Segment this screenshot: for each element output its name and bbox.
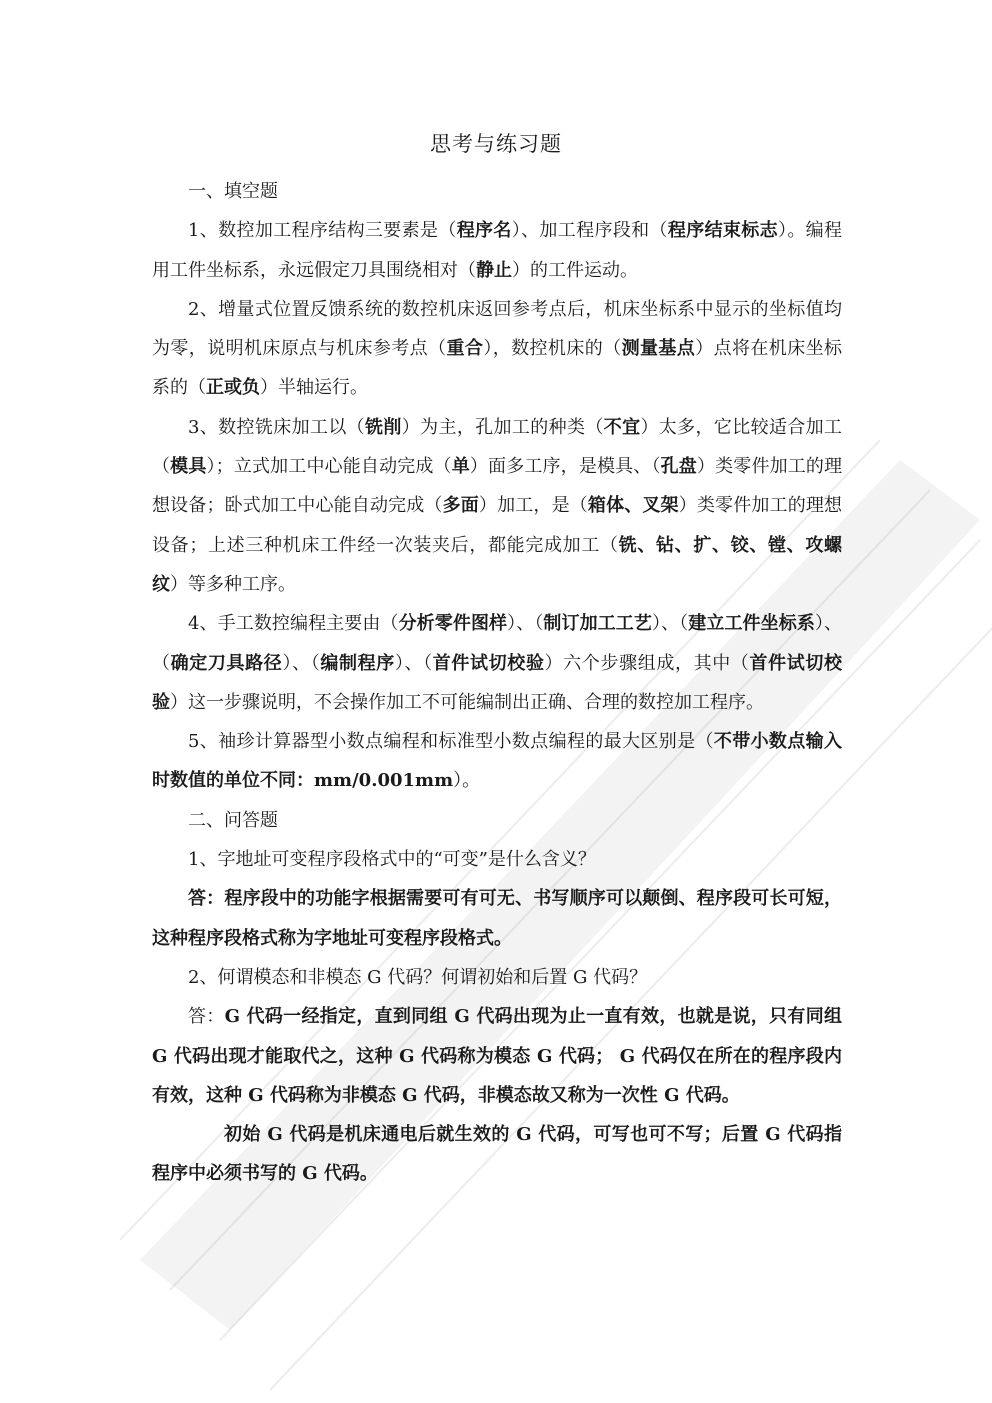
- text-segment: ）。编程用工件坐标系，永远假定刀具围绕相对（: [152, 220, 843, 281]
- text-segment: 1、数控加工程序结构三要素是（: [188, 220, 457, 242]
- answer-term: 测量基点: [621, 338, 696, 360]
- text-segment: ）的工件运动。: [512, 259, 638, 281]
- answer-term: 首件试切校验: [152, 652, 843, 713]
- text-segment: 4、手工数控编程主要由（: [188, 613, 399, 635]
- text-segment: ）面多工序，是模具、（: [469, 456, 661, 478]
- question-1: [152, 211, 842, 290]
- answer-term: 孔盘: [660, 456, 697, 478]
- text-segment: ）加工，是（: [478, 495, 588, 517]
- text-segment: ）、（: [507, 613, 544, 635]
- text-segment: ）、（: [394, 652, 433, 674]
- answer-text: G 代码一经指定，直到同组 G 代码出现为止一直有效，也就是说，只有同组 G 代码出现才能取代之，这种 G 代码称为模态 G 代码； G 代码仅在所在的程序段内有效，这种 G 代码称为非模态 G 代码，非模态故又称为一次性 G 代码。: [152, 1006, 843, 1106]
- answer-term: 箱体、叉架: [587, 495, 679, 517]
- answer-term: 不带小数点输入时数值的单位不同：mm/0.001mm: [152, 731, 843, 792]
- answer-term: 建立工件坐标系: [688, 613, 815, 635]
- answer-term: 铣削: [365, 416, 402, 438]
- question-5: [152, 722, 842, 801]
- section-heading-fill-in: 一、填空题: [188, 181, 278, 202]
- section-heading-qa: 二、问答题: [188, 809, 278, 831]
- qa-answer-1: 答：程序段中的功能字根据需要可有可无、书写顺序可以颠倒、程序段可长可短，这种程序段格式称为字地址可变程序段格式。: [152, 888, 842, 949]
- answer-term: 编制程序: [320, 652, 395, 674]
- text-segment: ）、（: [152, 613, 843, 674]
- answer-term: 制订加工工艺: [543, 613, 652, 635]
- qa-answer-2: [152, 997, 842, 1115]
- answer-prefix: 答：: [188, 1006, 225, 1028]
- answer-term: 确定刀具路径: [170, 652, 283, 674]
- answer-term: 模具: [170, 456, 207, 478]
- qa-answer-2-continued: 初始 G 代码是机床通电后就生效的 G 代码，可写也可不写；后置 G 代码指程序中必须书写的 G 代码。: [152, 1124, 842, 1185]
- question-4: [152, 604, 842, 722]
- qa-question-2: 2、何谓模态和非模态 G 代码？何谓初始和后置 G 代码？: [188, 966, 648, 988]
- text-segment: ）半轴运行。: [260, 377, 368, 399]
- text-segment: ）、（: [282, 652, 321, 674]
- text-segment: ）为主，孔加工的种类（: [401, 416, 604, 438]
- answer-term: 分析零件图样: [398, 613, 508, 635]
- question-2: [152, 290, 842, 408]
- text-segment: 3、数控铣床加工以（: [188, 416, 366, 438]
- text-segment: ），数控机床的（: [483, 338, 622, 360]
- text-segment: ）类零件加工的理想设备；上述三种机床工件经一次装夹后，都能完成加工（: [152, 495, 843, 556]
- answer-term: 程序结束标志: [667, 220, 778, 242]
- text-segment: ）这一步骤说明，不会操作加工不可能编制出正确、合理的数控加工程序。: [170, 691, 764, 713]
- page-title: 思考与练习题: [430, 132, 562, 156]
- qa-question-1: 1、字地址可变程序段格式中的“可变”是什么含义？: [188, 849, 596, 871]
- text-segment: 2、增量式位置反馈系统的数控机床返回参考点后，机床坐标系中显示的坐标值均为零，说明机床原点与机床参考点（: [152, 298, 842, 360]
- text-segment: ）。: [453, 770, 481, 792]
- text-segment: ）等多种工序。: [170, 573, 296, 595]
- text-segment: ）；立式加工中心能自动完成（: [206, 456, 452, 478]
- answer-term: 多面: [442, 495, 479, 517]
- text-segment: ）点将在机床坐标系的（: [152, 338, 843, 399]
- answer-term: 重合: [446, 338, 484, 360]
- text-segment: ）类零件加工的理想设备；卧式加工中心能自动完成（: [152, 456, 843, 517]
- answer-term: 正或负: [206, 377, 260, 399]
- answer-term: 程序名: [456, 220, 512, 242]
- answer-term: 单: [451, 456, 470, 478]
- text-segment: ）、（: [651, 613, 689, 635]
- answer-term: 铣、钻、扩、铰、镗、攻螺纹: [152, 534, 843, 595]
- content-body: [152, 172, 842, 1194]
- text-segment: ）六个步骤组成，其中（: [544, 652, 750, 674]
- text-segment: ）、加工程序段和（: [511, 220, 668, 242]
- answer-term: 不宜: [603, 416, 641, 438]
- answer-term: 静止: [476, 259, 512, 281]
- question-3: [152, 408, 842, 604]
- answer-term: 首件试切校验: [432, 652, 545, 674]
- text-segment: 5、袖珍计算器型小数点编程和标准型小数点编程的最大区别是（: [188, 731, 714, 753]
- text-segment: ）太多，它比较适合加工（: [152, 416, 843, 478]
